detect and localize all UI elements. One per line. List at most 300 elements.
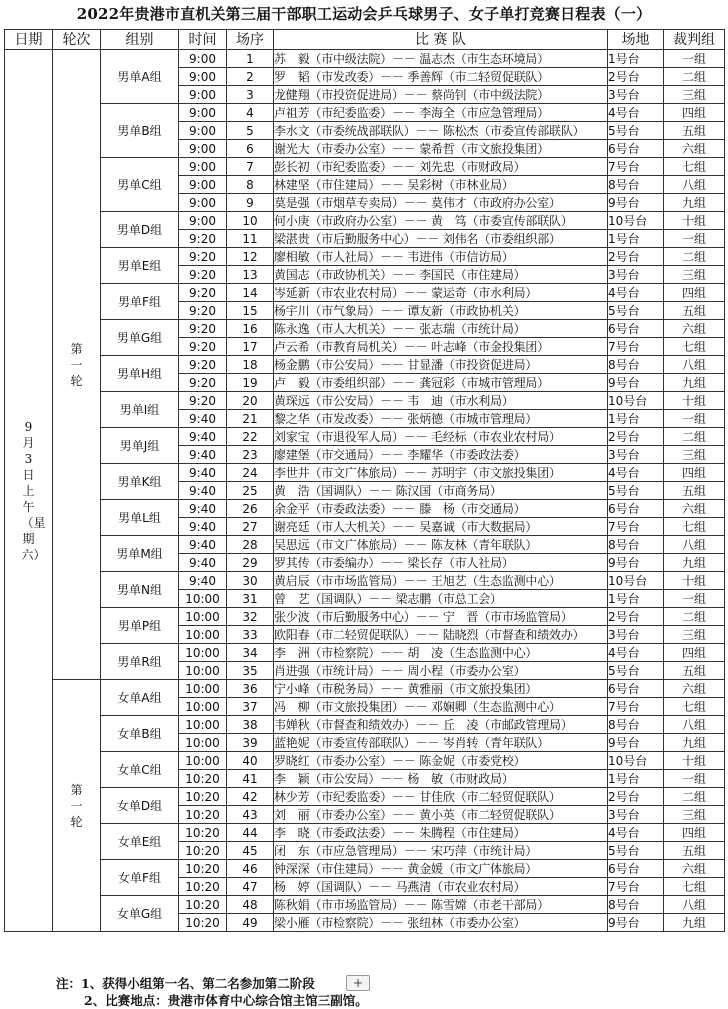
referee-cell: 十组: [664, 752, 725, 770]
match-number-cell: 14: [227, 284, 274, 302]
teams-cell: 李水文（市委统战部联队）－－ 陈松杰（市委宣传部联队）: [274, 122, 608, 140]
time-cell: 10:00: [179, 662, 227, 680]
match-number-cell: 37: [227, 698, 274, 716]
time-cell: 9:40: [179, 536, 227, 554]
match-number-cell: 11: [227, 230, 274, 248]
time-cell: 10:20: [179, 914, 227, 932]
time-cell: 9:40: [179, 500, 227, 518]
group-cell: 女单F组: [101, 860, 179, 896]
time-cell: 10:20: [179, 788, 227, 806]
time-cell: 9:00: [179, 158, 227, 176]
table-row: [5, 536, 725, 554]
time-cell: 10:20: [179, 770, 227, 788]
referee-cell: 九组: [664, 554, 725, 572]
venue-cell: 8号台: [608, 536, 664, 554]
teams-cell: 廖相敏（市人社局）－－ 韦进伟（市信访局）: [274, 248, 608, 266]
match-number-cell: 39: [227, 734, 274, 752]
referee-cell: 八组: [664, 896, 725, 914]
teams-cell: 钟深深（市住建局）－－ 黄金媛（市文广体旅局）: [274, 860, 608, 878]
time-cell: 10:20: [179, 824, 227, 842]
venue-cell: 5号台: [608, 122, 664, 140]
teams-cell: 冯 柳（市文旅投集团）－－ 邓娴卿（生态监测中心）: [274, 698, 608, 716]
group-cell: 女单E组: [101, 824, 179, 860]
venue-cell: 8号台: [608, 896, 664, 914]
referee-cell: 四组: [664, 464, 725, 482]
match-number-cell: 40: [227, 752, 274, 770]
teams-cell: 谢光大（市委办公室）－－ 蒙希哲（市文旅投集团）: [274, 140, 608, 158]
teams-cell: 闭 东（市应急管理局）－－ 宋巧萍（市统计局）: [274, 842, 608, 860]
time-cell: 9:00: [179, 68, 227, 86]
match-number-cell: 23: [227, 446, 274, 464]
venue-cell: 8号台: [608, 176, 664, 194]
teams-cell: 罗晓红（市委办公室）－－ 陈金妮（市委党校）: [274, 752, 608, 770]
venue-cell: 7号台: [608, 518, 664, 536]
match-number-cell: 33: [227, 626, 274, 644]
match-number-cell: 17: [227, 338, 274, 356]
time-cell: 9:20: [179, 266, 227, 284]
teams-cell: 肖进强（市统计局）－－ 周小程（市委办公室）: [274, 662, 608, 680]
teams-cell: 吴思远（市文广体旅局）－－ 陈友林（青年联队）: [274, 536, 608, 554]
group-cell: 男单A组: [101, 50, 179, 104]
match-number-cell: 34: [227, 644, 274, 662]
time-cell: 9:40: [179, 464, 227, 482]
group-cell: 男单E组: [101, 248, 179, 284]
match-number-cell: 21: [227, 410, 274, 428]
add-sheet-button[interactable]: +: [346, 975, 370, 991]
referee-cell: 九组: [664, 194, 725, 212]
teams-cell: 彭长初（市纪委监委）－－ 刘先忠（市财政局）: [274, 158, 608, 176]
match-number-cell: 32: [227, 608, 274, 626]
time-cell: 10:00: [179, 698, 227, 716]
match-number-cell: 7: [227, 158, 274, 176]
match-number-cell: 42: [227, 788, 274, 806]
match-number-cell: 47: [227, 878, 274, 896]
note-line: 2、比赛地点：贵港市体育中心综合馆主馆三副馆。: [84, 993, 368, 1008]
match-number-cell: 36: [227, 680, 274, 698]
match-number-cell: 8: [227, 176, 274, 194]
venue-cell: 2号台: [608, 68, 664, 86]
teams-cell: 罗其传（市委编办）－－ 梁长存（市人社局）: [274, 554, 608, 572]
time-cell: 10:00: [179, 590, 227, 608]
group-cell: 男单F组: [101, 284, 179, 320]
time-cell: 10:00: [179, 626, 227, 644]
referee-cell: 四组: [664, 824, 725, 842]
teams-cell: 莫是强（市烟草专卖局）－－ 莫伟才（市政府办公室）: [274, 194, 608, 212]
teams-cell: 谢亮廷（市人大机关）－－ 吴嘉诚（市大数据局）: [274, 518, 608, 536]
header-cell: 比 赛 队: [274, 30, 608, 50]
teams-cell: 何小庚（市政府办公室）－－ 黄 笃（市委宣传部联队）: [274, 212, 608, 230]
teams-cell: 黎之华（市发改委）－－ 张炳德（市城市管理局）: [274, 410, 608, 428]
venue-cell: 4号台: [608, 284, 664, 302]
table-row: [5, 752, 725, 770]
referee-cell: 七组: [664, 158, 725, 176]
venue-cell: 4号台: [608, 104, 664, 122]
venue-cell: 8号台: [608, 356, 664, 374]
time-cell: 9:40: [179, 446, 227, 464]
referee-cell: 八组: [664, 716, 725, 734]
time-cell: 9:20: [179, 230, 227, 248]
referee-cell: 六组: [664, 860, 725, 878]
table-row: [5, 248, 725, 266]
time-cell: 9:00: [179, 50, 227, 68]
group-cell: 女单A组: [101, 680, 179, 716]
venue-cell: 4号台: [608, 644, 664, 662]
match-number-cell: 6: [227, 140, 274, 158]
table-row: [5, 608, 725, 626]
table-row: [5, 896, 725, 914]
time-cell: 9:00: [179, 140, 227, 158]
time-cell: 9:40: [179, 428, 227, 446]
page-title: 2022年贵港市直机关第三届干部职工运动会乒乓球男子、女子单打竞赛日程表（一）: [76, 5, 652, 23]
teams-cell: 岑延新（市农业农村局）－－ 蒙运奇（市水利局）: [274, 284, 608, 302]
referee-cell: 三组: [664, 446, 725, 464]
group-cell: 男单I组: [101, 392, 179, 428]
referee-cell: 二组: [664, 248, 725, 266]
group-cell: 男单R组: [101, 644, 179, 680]
group-cell: 男单G组: [101, 320, 179, 356]
referee-cell: 九组: [664, 914, 725, 932]
teams-cell: 曾 艺（国调队）－－ 梁志鹏（市总工会）: [274, 590, 608, 608]
match-number-cell: 29: [227, 554, 274, 572]
time-cell: 9:40: [179, 572, 227, 590]
venue-cell: 8号台: [608, 716, 664, 734]
time-cell: 9:40: [179, 410, 227, 428]
referee-cell: 七组: [664, 878, 725, 896]
teams-cell: 林建坚（市住建局）－－ 吴彩树（市林业局）: [274, 176, 608, 194]
group-cell: 男单N组: [101, 572, 179, 608]
group-cell: 女单C组: [101, 752, 179, 788]
referee-cell: 七组: [664, 518, 725, 536]
time-cell: 9:20: [179, 356, 227, 374]
referee-cell: 四组: [664, 644, 725, 662]
group-cell: 男单L组: [101, 500, 179, 536]
referee-cell: 六组: [664, 320, 725, 338]
venue-cell: 9号台: [608, 554, 664, 572]
time-cell: 9:00: [179, 176, 227, 194]
round-cell: [53, 50, 101, 680]
referee-cell: 四组: [664, 284, 725, 302]
time-cell: 9:20: [179, 248, 227, 266]
referee-cell: 五组: [664, 122, 725, 140]
match-number-cell: 48: [227, 896, 274, 914]
referee-cell: 八组: [664, 356, 725, 374]
teams-cell: 黄启辰（市市场监管局）－－ 王旭艺（生态监测中心）: [274, 572, 608, 590]
match-number-cell: 10: [227, 212, 274, 230]
notes: [56, 975, 368, 1009]
teams-cell: 李 晓（市委政法委）－－ 朱腾程（市住建局）: [274, 824, 608, 842]
venue-cell: 1号台: [608, 590, 664, 608]
match-number-cell: 46: [227, 860, 274, 878]
note-line: 注：1、获得小组第一名、第二名参加第二阶段: [56, 976, 315, 991]
match-number-cell: 16: [227, 320, 274, 338]
match-number-cell: 1: [227, 50, 274, 68]
teams-cell: 刘家宝（市退役军人局）－－ 毛经标（市农业农村局）: [274, 428, 608, 446]
venue-cell: 2号台: [608, 248, 664, 266]
teams-cell: 刘 丽（市委办公室）－－ 黄小英（市二轻贸促联队）: [274, 806, 608, 824]
referee-cell: 九组: [664, 374, 725, 392]
time-cell: 9:20: [179, 392, 227, 410]
match-number-cell: 9: [227, 194, 274, 212]
time-cell: 10:20: [179, 860, 227, 878]
referee-cell: 二组: [664, 68, 725, 86]
referee-cell: 五组: [664, 662, 725, 680]
venue-cell: 6号台: [608, 140, 664, 158]
match-number-cell: 2: [227, 68, 274, 86]
teams-cell: 宁小峰（市税务局）－－ 黄雅丽（市文旅投集团）: [274, 680, 608, 698]
referee-cell: 七组: [664, 698, 725, 716]
match-number-cell: 12: [227, 248, 274, 266]
match-number-cell: 13: [227, 266, 274, 284]
time-cell: 10:00: [179, 734, 227, 752]
match-number-cell: 35: [227, 662, 274, 680]
match-number-cell: 27: [227, 518, 274, 536]
match-number-cell: 5: [227, 122, 274, 140]
referee-cell: 八组: [664, 536, 725, 554]
table-row: [5, 824, 725, 842]
group-cell: 男单P组: [101, 608, 179, 644]
table-row: [5, 320, 725, 338]
time-cell: 10:00: [179, 644, 227, 662]
round-label: 第一轮: [70, 782, 83, 829]
teams-cell: 李 颖（市公安局）－－ 杨 敏（市财政局）: [274, 770, 608, 788]
venue-cell: 3号台: [608, 266, 664, 284]
teams-cell: 李 洲（市检察院）－－ 胡 凌（生态监测中心）: [274, 644, 608, 662]
referee-cell: 五组: [664, 302, 725, 320]
teams-cell: 苏 毅（市中级法院）－－ 温志杰（市生态环境局）: [274, 50, 608, 68]
match-number-cell: 19: [227, 374, 274, 392]
table-row: [5, 860, 725, 878]
table-row: [5, 212, 725, 230]
venue-cell: 7号台: [608, 158, 664, 176]
group-cell: 女单G组: [101, 896, 179, 932]
match-number-cell: 44: [227, 824, 274, 842]
referee-cell: 十组: [664, 572, 725, 590]
table-row: [5, 356, 725, 374]
header-cell: 日期: [5, 30, 53, 50]
venue-cell: 9号台: [608, 194, 664, 212]
time-cell: 9:00: [179, 86, 227, 104]
header-cell: 裁判组: [664, 30, 725, 50]
table-row: [5, 680, 725, 698]
group-cell: 男单J组: [101, 428, 179, 464]
referee-cell: 七组: [664, 338, 725, 356]
table-row: [5, 158, 725, 176]
match-number-cell: 43: [227, 806, 274, 824]
referee-cell: 四组: [664, 104, 725, 122]
venue-cell: 10号台: [608, 392, 664, 410]
venue-cell: 2号台: [608, 608, 664, 626]
schedule-table: [4, 29, 725, 932]
match-number-cell: 4: [227, 104, 274, 122]
teams-cell: 黄琛远（市公安局）－－ 韦 迪（市水利局）: [274, 392, 608, 410]
match-number-cell: 41: [227, 770, 274, 788]
group-cell: 女单D组: [101, 788, 179, 824]
group-cell: 女单B组: [101, 716, 179, 752]
teams-cell: 陈永逸（市人大机关）－－ 张志瑞（市统计局）: [274, 320, 608, 338]
venue-cell: 1号台: [608, 410, 664, 428]
match-number-cell: 28: [227, 536, 274, 554]
match-number-cell: 38: [227, 716, 274, 734]
time-cell: 10:00: [179, 716, 227, 734]
time-cell: 9:40: [179, 554, 227, 572]
header-cell: 轮次: [53, 30, 101, 50]
venue-cell: 3号台: [608, 86, 664, 104]
teams-cell: 陈秋娟（市市场监管局）－－ 陈雪嫦（市老干部局）: [274, 896, 608, 914]
table-row: [5, 644, 725, 662]
match-number-cell: 31: [227, 590, 274, 608]
referee-cell: 三组: [664, 626, 725, 644]
referee-cell: 一组: [664, 590, 725, 608]
teams-cell: 廖建堡（市交通局）－－ 李耀华（市委政法委）: [274, 446, 608, 464]
match-number-cell: 20: [227, 392, 274, 410]
table-row: [5, 500, 725, 518]
match-number-cell: 49: [227, 914, 274, 932]
table-row: [5, 104, 725, 122]
referee-cell: 二组: [664, 428, 725, 446]
time-cell: 9:20: [179, 374, 227, 392]
referee-cell: 三组: [664, 86, 725, 104]
time-cell: 9:00: [179, 122, 227, 140]
venue-cell: 6号台: [608, 320, 664, 338]
table-row: [5, 284, 725, 302]
time-cell: 9:40: [179, 482, 227, 500]
header-cell: 组别: [101, 30, 179, 50]
teams-cell: 李世井（市文广体旅局）－－ 苏明宇（市文旅投集团）: [274, 464, 608, 482]
referee-cell: 六组: [664, 140, 725, 158]
time-cell: 9:00: [179, 104, 227, 122]
teams-cell: 欧阳春（市二轻贸促联队）－－ 陆晓烈（市督查和绩效办）: [274, 626, 608, 644]
header-row: [5, 30, 725, 50]
venue-cell: 9号台: [608, 374, 664, 392]
venue-cell: 7号台: [608, 338, 664, 356]
teams-cell: 杨金鹏（市公安局）－－ 甘显潘（市投资促进局）: [274, 356, 608, 374]
time-cell: 9:00: [179, 212, 227, 230]
venue-cell: 10号台: [608, 212, 664, 230]
time-cell: 10:00: [179, 680, 227, 698]
referee-cell: 五组: [664, 842, 725, 860]
match-number-cell: 15: [227, 302, 274, 320]
venue-cell: 7号台: [608, 698, 664, 716]
group-cell: 男单M组: [101, 536, 179, 572]
match-number-cell: 26: [227, 500, 274, 518]
venue-cell: 1号台: [608, 230, 664, 248]
match-number-cell: 22: [227, 428, 274, 446]
venue-cell: 1号台: [608, 770, 664, 788]
group-cell: 男单C组: [101, 158, 179, 212]
time-cell: 10:20: [179, 878, 227, 896]
venue-cell: 10号台: [608, 572, 664, 590]
venue-cell: 1号台: [608, 50, 664, 68]
teams-cell: 杨宇川（市气象局）－－ 谭友新（市政协机关）: [274, 302, 608, 320]
venue-cell: 9号台: [608, 914, 664, 932]
venue-cell: 3号台: [608, 626, 664, 644]
referee-cell: 六组: [664, 500, 725, 518]
teams-cell: 余金平（市委政法委）－－ 滕 杨（市交通局）: [274, 500, 608, 518]
referee-cell: 九组: [664, 734, 725, 752]
venue-cell: 2号台: [608, 428, 664, 446]
time-cell: 9:00: [179, 194, 227, 212]
venue-cell: 5号台: [608, 842, 664, 860]
group-cell: 男单D组: [101, 212, 179, 248]
table-row: [5, 788, 725, 806]
time-cell: 9:40: [179, 518, 227, 536]
time-cell: 10:20: [179, 896, 227, 914]
match-number-cell: 3: [227, 86, 274, 104]
match-number-cell: 30: [227, 572, 274, 590]
time-cell: 9:20: [179, 338, 227, 356]
referee-cell: 一组: [664, 410, 725, 428]
match-number-cell: 18: [227, 356, 274, 374]
venue-cell: 6号台: [608, 860, 664, 878]
venue-cell: 4号台: [608, 824, 664, 842]
table-row: [5, 50, 725, 68]
match-number-cell: 24: [227, 464, 274, 482]
group-cell: 男单K组: [101, 464, 179, 500]
referee-cell: 二组: [664, 608, 725, 626]
referee-cell: 六组: [664, 680, 725, 698]
venue-cell: 4号台: [608, 464, 664, 482]
date-cell: [5, 50, 53, 932]
teams-cell: 林少芳（市纪委监委）－－ 甘佳欣（市二轻贸促联队）: [274, 788, 608, 806]
time-cell: 10:20: [179, 842, 227, 860]
teams-cell: 龙健翔（市投资促进局）－－ 蔡尚钊（市中级法院）: [274, 86, 608, 104]
round-label: 第一轮: [70, 341, 83, 388]
teams-cell: 蓝艳妮（市委宣传部联队）－－ 岑肖转（青年联队）: [274, 734, 608, 752]
header-cell: 场序: [227, 30, 274, 50]
teams-cell: 张少波（市后勤服务中心）－－ 宁 晋（市市场监管局）: [274, 608, 608, 626]
referee-cell: 三组: [664, 266, 725, 284]
teams-cell: 梁湛贵（市后勤服务中心）－－ 刘伟名（市委组织部）: [274, 230, 608, 248]
match-number-cell: 25: [227, 482, 274, 500]
teams-cell: 卢云希（市教育局机关）－－ 叶志峰（市金投集团）: [274, 338, 608, 356]
venue-cell: 6号台: [608, 680, 664, 698]
venue-cell: 5号台: [608, 662, 664, 680]
time-cell: 9:20: [179, 320, 227, 338]
venue-cell: 5号台: [608, 482, 664, 500]
table-row: [5, 464, 725, 482]
group-cell: 男单H组: [101, 356, 179, 392]
teams-cell: 梁小雁（市检察院）－－ 张纽林（市委办公室）: [274, 914, 608, 932]
venue-cell: 2号台: [608, 788, 664, 806]
referee-cell: 一组: [664, 50, 725, 68]
venue-cell: 5号台: [608, 302, 664, 320]
match-number-cell: 45: [227, 842, 274, 860]
referee-cell: 三组: [664, 806, 725, 824]
header-cell: 场地: [608, 30, 664, 50]
referee-cell: 十组: [664, 212, 725, 230]
venue-cell: 6号台: [608, 500, 664, 518]
table-row: [5, 572, 725, 590]
time-cell: 9:20: [179, 302, 227, 320]
time-cell: 10:20: [179, 806, 227, 824]
teams-cell: 韦婵秋（市督查和绩效办）－－ 丘 凌（市邮政管理局）: [274, 716, 608, 734]
referee-cell: 八组: [664, 176, 725, 194]
teams-cell: 黄 浩（国调队）－－ 陈汉国（市商务局）: [274, 482, 608, 500]
venue-cell: 10号台: [608, 752, 664, 770]
table-row: [5, 716, 725, 734]
teams-cell: 卢 毅（市委组织部）－－ 龚冠彩（市城市管理局）: [274, 374, 608, 392]
round-cell: [53, 680, 101, 932]
referee-cell: 一组: [664, 230, 725, 248]
venue-cell: 9号台: [608, 734, 664, 752]
venue-cell: 3号台: [608, 446, 664, 464]
table-row: [5, 428, 725, 446]
date-label: 9月3日上午（星期六）: [21, 419, 46, 562]
table-row: [5, 392, 725, 410]
time-cell: 10:00: [179, 608, 227, 626]
referee-cell: 一组: [664, 770, 725, 788]
venue-cell: 3号台: [608, 806, 664, 824]
